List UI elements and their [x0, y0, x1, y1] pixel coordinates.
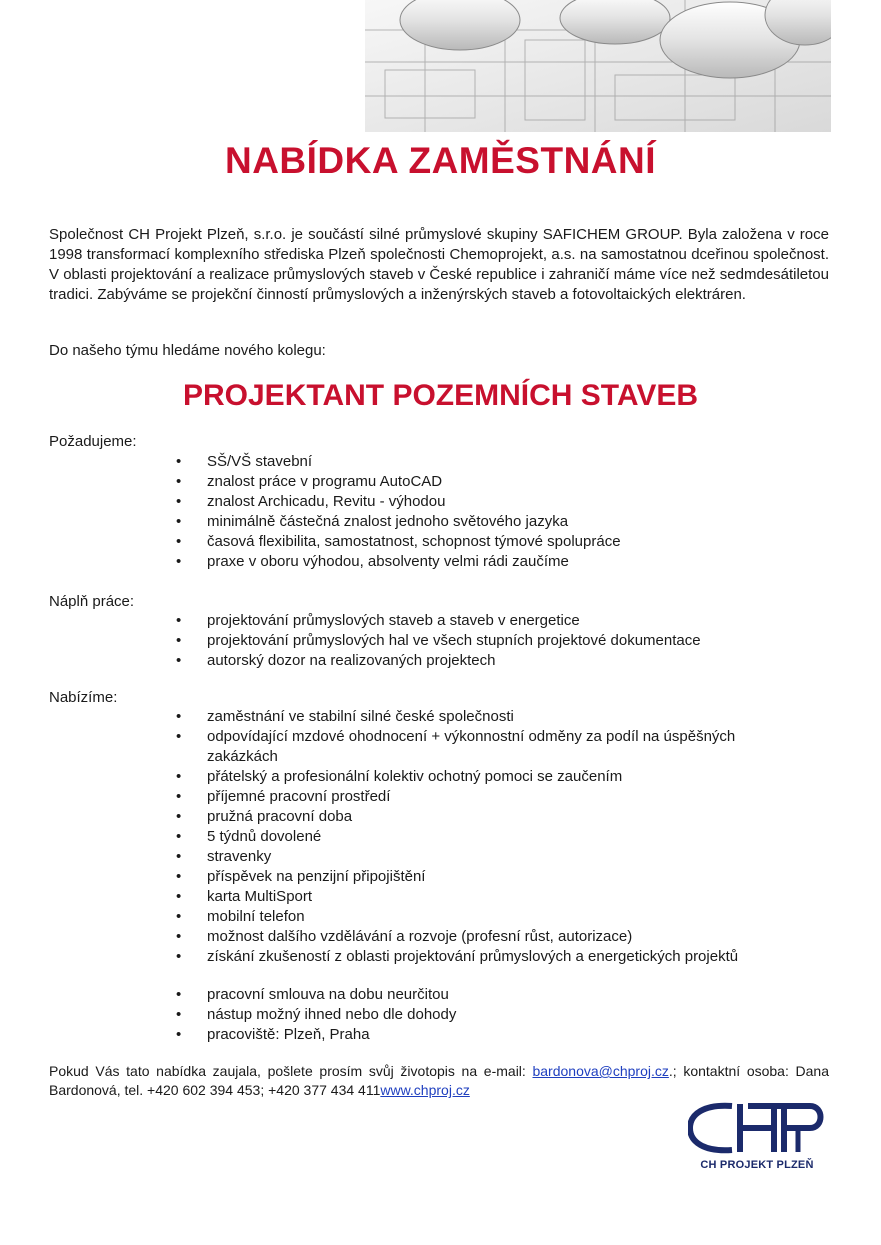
- list-item: • autorský dozor na realizovaných projektech: [207, 651, 807, 671]
- list-item: • 5 týdnů dovolené: [207, 827, 807, 847]
- list-item: • zaměstnání ve stabilní silné české společnosti: [207, 707, 807, 727]
- list-item: • stravenky: [207, 847, 807, 867]
- list-item: • pracovní smlouva na dobu neurčitou: [207, 985, 807, 1005]
- list-item: • praxe v oboru výhodou, absolventy velmi rádi zaučíme: [207, 552, 807, 572]
- offer-heading: Nabízíme:: [49, 689, 118, 706]
- offer-list: [207, 707, 807, 967]
- list-item: • pružná pracovní doba: [207, 807, 807, 827]
- logo-text: CH PROJEKT PLZEŇ: [700, 1159, 814, 1171]
- list-item: • nástup možný ihned nebo dle dohody: [207, 1005, 807, 1025]
- offer-extra-list: [207, 985, 807, 1045]
- company-logo: [688, 1100, 826, 1180]
- list-item: • projektování průmyslových staveb a staveb v energetice: [207, 611, 807, 631]
- contact-text-before: Pokud Vás tato nabídka zaujala, pošlete prosím svůj životopis na e-mail:: [49, 1063, 533, 1079]
- contact-paragraph: [49, 1062, 829, 1100]
- duties-heading: Náplň práce:: [49, 593, 135, 610]
- list-item: • přátelský a profesionální kolektiv ochotný pomoci se zaučením: [207, 767, 807, 787]
- requirements-list: [207, 452, 807, 572]
- company-intro: Společnost CH Projekt Plzeň, s.r.o. je součástí silné průmyslové skupiny SAFICHEM GROUP. Byla založena v roce 1998 transformací komplexního střediska Plzeň společnosti Chemoprojekt, a.s. na samostatnou dceřinou společnost. V oblasti projektování a realizace průmyslových staveb v České republice i zahraničí máme více než sedmdesátiletou tradici. Zabýváme se projekční činností průmyslových a inženýrských staveb a fotovoltaických elektráren.: [49, 226, 829, 303]
- contact-text-middle: .; kontaktní osoba: Dana Bardonová, tel. +420 602 394 453; +420 377 434 411: [49, 1063, 829, 1098]
- list-item: • možnost dalšího vzdělávání a rozvoje (profesní růst, autorizace): [207, 927, 807, 947]
- list-item: • znalost Archicadu, Revitu - výhodou: [207, 492, 807, 512]
- list-item: • SŠ/VŠ stavební: [207, 452, 807, 472]
- list-item: • získání zkušeností z oblasti projektování průmyslových a energetických projektů: [207, 947, 807, 967]
- list-item: • minimálně částečná znalost jednoho světového jazyka: [207, 512, 807, 532]
- duties-list: [207, 611, 807, 671]
- list-item: • karta MultiSport: [207, 887, 807, 907]
- position-title: PROJEKTANT POZEMNÍCH STAVEB: [182, 379, 699, 412]
- email-link[interactable]: bardonova@chproj.cz: [532, 1063, 669, 1079]
- list-item: • příjemné pracovní prostředí: [207, 787, 807, 807]
- list-item: • časová flexibilita, samostatnost, schopnost týmové spolupráce: [207, 532, 807, 552]
- list-item: • znalost práce v programu AutoCAD: [207, 472, 807, 492]
- list-item: • projektování průmyslových hal ve všech stupních projektové dokumentace: [207, 631, 807, 651]
- blueprint-header-image: [365, 0, 831, 132]
- website-link[interactable]: www.chproj.cz: [380, 1082, 470, 1098]
- list-item: • mobilní telefon: [207, 907, 807, 927]
- page-title: NABÍDKA ZAMĚSTNÁNÍ: [224, 140, 657, 181]
- list-item: • odpovídající mzdové ohodnocení + výkonnostní odměny za podíl na úspěšných zakázkách: [207, 727, 807, 767]
- requirements-heading: Požadujeme:: [49, 433, 137, 450]
- lead-text: Do našeho týmu hledáme nového kolegu:: [49, 342, 326, 359]
- list-item: • příspěvek na penzijní připojištění: [207, 867, 807, 887]
- list-item: • pracoviště: Plzeň, Praha: [207, 1025, 807, 1045]
